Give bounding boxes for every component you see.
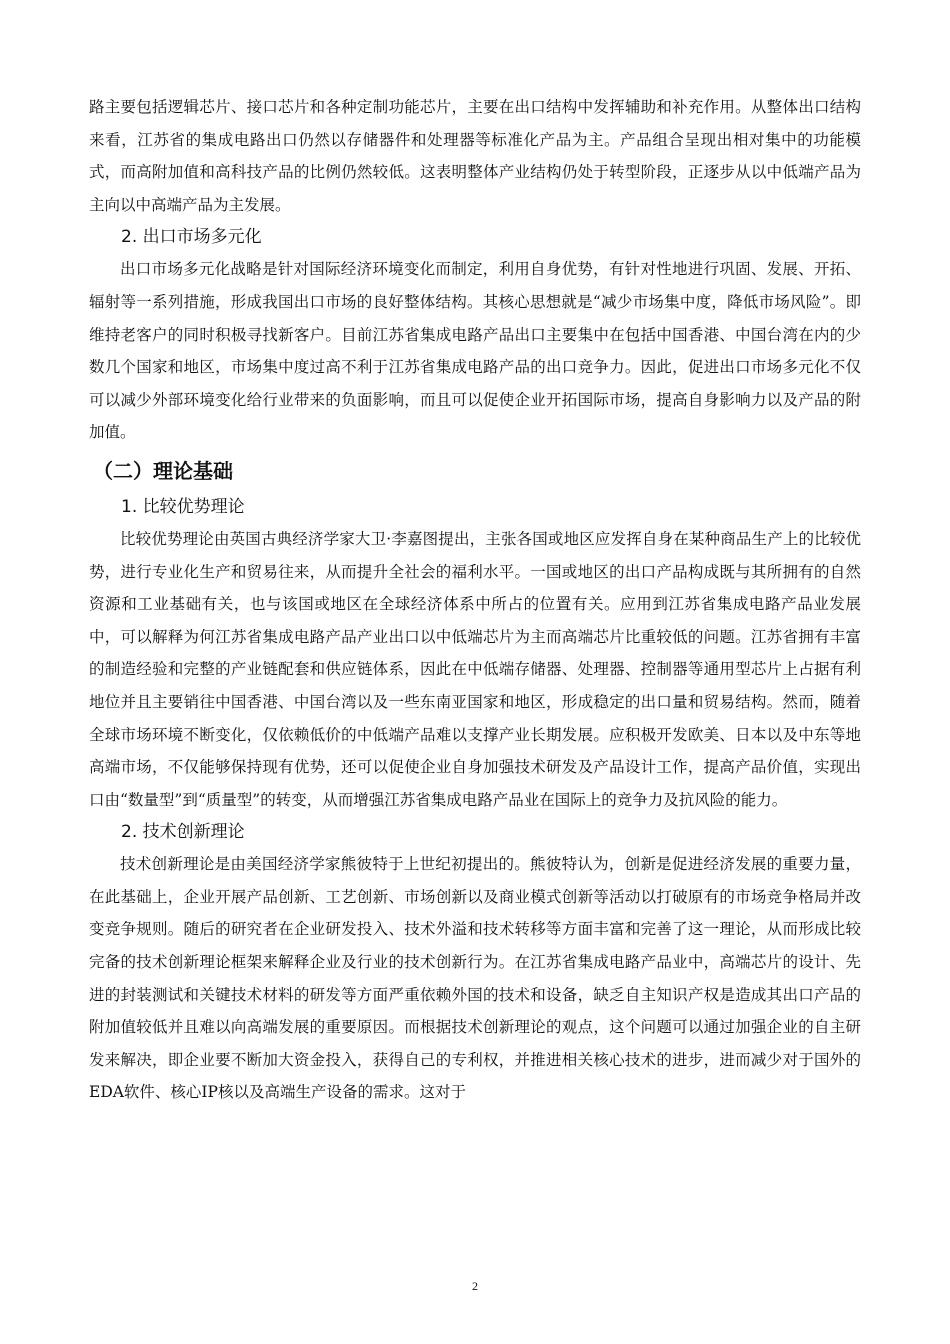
page-number: 2 <box>472 1279 478 1293</box>
subheading-comparative-advantage: 1. 比较优势理论 <box>121 496 245 517</box>
subheading-technology-innovation: 2. 技术创新理论 <box>121 822 245 843</box>
document-body <box>89 91 861 1109</box>
paragraph-technology-innovation: 技术创新理论是由美国经济学家熊彼特于上世纪初提出的。熊彼特认为，创新是促进经济发展的重要力量，在此基础上，企业开展产品创新、工艺创新、市场创新以及商业模式创新等活动以打破原有的市场竞争格局并改变竞争规则。随后的研究者在企业研发投入、技术外溢和技术转移等方面丰富和完善了这一理论，从而形成比较完备的技术创新理论框架来解释企业及行业的技术创新行为。在江苏省集成电路产品业中，高端芯片的设计、先进的封装测试和关键技术材料的研发等方面严重依赖外国的技术和设备，缺乏自主知识产权是造成其出口产品的附加值较低并且难以向高端发展的重要原因。而根据技术创新理论的观点，这个问题可以通过加强企业的自主研发来解决，即企业要不断加大资金投入，获得自己的专利权，并推进相关核心技术的进步，进而减少对于国外的EDA软件、核心IP核以及高端生产设备的需求。这对于 <box>89 855 861 1102</box>
section-title-theory-basis: （二）理论基础 <box>93 458 233 483</box>
paragraph-comparative-advantage: 比较优势理论由英国古典经济学家大卫·李嘉图提出，主张各国或地区应发挥自身在某种商品生产上的比较优势，进行专业化生产和贸易往来，从而提升全社会的福利水平。一国或地区的出口产品构成既与其所拥有的自然资源和工业基础有关，也与该国或地区在全球经济体系中所占的位置有关。应用到江苏省集成电路产品业发展中，可以解释为何江苏省集成电路产品产业出口以中低端芯片为主而高端芯片比重较低的问题。江苏省拥有丰富的制造经验和完整的产业链配套和供应链体系，因此在中低端存储器、处理器、控制器等通用型芯片上占据有利地位并且主要销往中国香港、中国台湾以及一些东南亚国家和地区，形成稳定的出口量和贸易结构。然而，随着全球市场环境不断变化，仅依赖低价的中低端产品难以支撑产业长期发展。应积极开发欧美、日本以及中东等地高端市场，不仅能够保持现有优势，还可以促使企业自身加强技术研发及产品设计工作，提高产品价值，实现出口由“数量型”到“质量型”的转变，从而增强江苏省集成电路产品业在国际上的竞争力及抗风险的能力。 <box>89 529 861 809</box>
paragraph-export-market: 出口市场多元化战略是针对国际经济环境变化而制定，利用自身优势，有针对性地进行巩固、发展、开拓、辐射等一系列措施，形成我国出口市场的良好整体结构。其核心思想就是“减少市场集中度，降低市场风险”。即维持老客户的同时积极寻找新客户。目前江苏省集成电路产品出口主要集中在包括中国香港、中国台湾在内的少数几个国家和地区，市场集中度过高不利于江苏省集成电路产品的出口竞争力。因此，促进出口市场多元化不仅可以减少外部环境变化给行业带来的负面影响，而且可以促使企业开拓国际市场，提高自身影响力以及产品的附加值。 <box>89 260 861 442</box>
subheading-export-market-diversification: 2. 出口市场多元化 <box>121 227 262 248</box>
paragraph-intro: 路主要包括逻辑芯片、接口芯片和各种定制功能芯片，主要在出口结构中发挥辅助和补充作用。从整体出口结构来看，江苏省的集成电路出口仍然以存储器件和处理器等标准化产品为主。产品组合呈现出相对集中的功能模式，而高附加值和高科技产品的比例仍然较低。这表明整体产业结构仍处于转型阶段，正逐步从以中低端产品为主向以中高端产品为主发展。 <box>89 98 861 214</box>
